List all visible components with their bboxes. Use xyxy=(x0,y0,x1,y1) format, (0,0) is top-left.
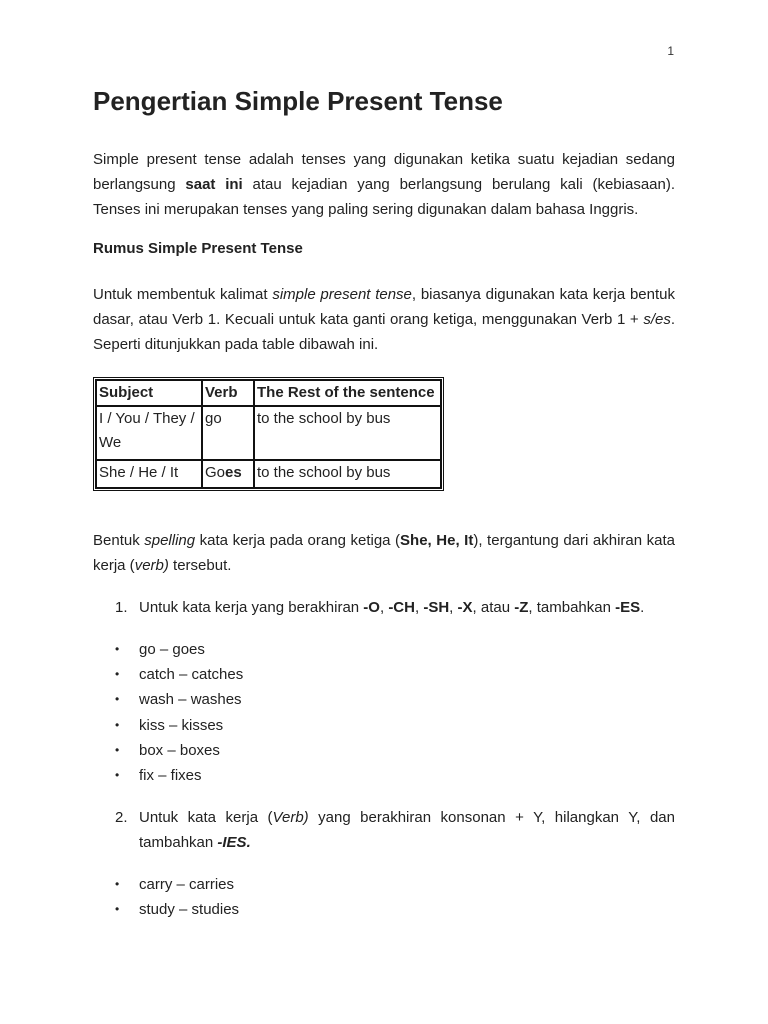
rule-2-examples xyxy=(115,872,239,922)
formula-italic-1: simple present tense xyxy=(272,286,412,303)
table-cell-subject: She / He / It xyxy=(96,460,202,488)
verb-base: Go xyxy=(205,464,226,481)
list-item: • wash – washes xyxy=(115,687,243,712)
intro-text-1: Simple present tense adalah tenses yang digunakan ketika suatu kejadian sedang berlangsung xyxy=(93,151,675,193)
rule-2-number: 2. xyxy=(115,809,128,826)
spelling-paragraph xyxy=(93,528,675,578)
list-item: • fix – fixes xyxy=(115,763,243,788)
intro-paragraph xyxy=(93,147,675,222)
rule-2-text-1: Untuk kata kerja ( xyxy=(139,809,273,826)
ending-sh: -SH xyxy=(423,599,450,616)
page-title: Pengertian Simple Present Tense xyxy=(93,86,503,116)
page-number: 1 xyxy=(667,44,674,58)
table-cell-subject xyxy=(96,406,202,460)
sep-tambahkan: , tambahkan xyxy=(528,599,616,616)
sep-atau: , atau xyxy=(472,599,515,616)
spelling-text-3: ), tergantung dari akhiran kata kerja ( xyxy=(93,532,675,574)
rule-1-examples xyxy=(115,637,243,788)
ending-ch: -CH xyxy=(388,599,415,616)
sep: , xyxy=(414,599,424,616)
formula-italic-2: s/es xyxy=(643,311,671,328)
spelling-italic-2: verb) xyxy=(134,557,169,574)
spelling-text-1: Bentuk xyxy=(93,532,145,549)
list-item: • carry – carries xyxy=(115,872,239,897)
formula-paragraph xyxy=(93,282,675,357)
sep: , xyxy=(449,599,458,616)
suffix-ies: -IES. xyxy=(217,834,251,851)
table-header-row xyxy=(96,380,441,406)
spelling-text-2: kata kerja pada orang ketiga ( xyxy=(195,532,401,549)
header-rest: The Rest of the sentence xyxy=(254,380,441,406)
formula-text-1: Untuk membentuk kalimat xyxy=(93,286,273,303)
formula-heading: Rumus Simple Present Tense xyxy=(93,240,303,257)
rule-2-italic: Verb) xyxy=(272,809,309,826)
rule-2-text-2: yang berakhiran konsonan + Y, hilangkan Y, dan tambahkan xyxy=(139,809,675,851)
intro-text-2: atau kejadian yang berlangsung berulang kali (kebiasaan). Tenses ini merupakan tenses yang paling sering digunakan dalam bahasa Inggris. xyxy=(93,176,676,218)
verb-table xyxy=(93,377,444,491)
rule-1-end: . xyxy=(640,599,645,616)
table-row xyxy=(96,406,441,460)
ending-o: -O xyxy=(363,599,380,616)
formula-text-2: , biasanya digunakan kata kerja bentuk dasar, atau Verb 1. Kecuali untuk kata ganti orang ketiga, menggunakan Verb 1 + xyxy=(93,286,675,328)
intro-bold-saat-ini: saat ini xyxy=(185,176,243,193)
rule-2-text xyxy=(139,805,675,855)
spelling-italic-1: spelling xyxy=(144,532,196,549)
suffix-es: -ES xyxy=(615,599,641,616)
table-cell-verb xyxy=(202,460,254,488)
table-row xyxy=(96,460,441,488)
rule-1-text-1: Untuk kata kerja yang berakhiran xyxy=(139,599,364,616)
list-item: • go – goes xyxy=(115,637,243,662)
list-item: • box – boxes xyxy=(115,738,243,763)
rule-1-number: 1. xyxy=(115,599,128,616)
formula-text-3: . Seperti ditunjukkan pada table dibawah ini. xyxy=(93,311,675,353)
rule-1-text xyxy=(139,595,675,620)
sep: , xyxy=(379,599,389,616)
table-cell-verb: go xyxy=(202,406,254,460)
verb-suffix: es xyxy=(225,464,242,481)
table-cell-rest: to the school by bus xyxy=(254,460,441,488)
spelling-text-4: tersebut. xyxy=(168,557,232,574)
rule-2-item xyxy=(115,805,675,855)
list-item: • study – studies xyxy=(115,897,239,922)
ending-z: -Z xyxy=(514,599,529,616)
list-item: • kiss – kisses xyxy=(115,713,243,738)
subject-line-2: We xyxy=(99,434,122,451)
header-subject: Subject xyxy=(96,380,202,406)
subject-line-1: I / You / They / xyxy=(99,410,195,427)
header-verb: Verb xyxy=(202,380,254,406)
ending-x: -X xyxy=(457,599,473,616)
spelling-bold-pronouns: She, He, It xyxy=(400,532,474,549)
list-item: • catch – catches xyxy=(115,662,243,687)
rule-1-item xyxy=(115,595,675,620)
table-cell-rest: to the school by bus xyxy=(254,406,441,460)
